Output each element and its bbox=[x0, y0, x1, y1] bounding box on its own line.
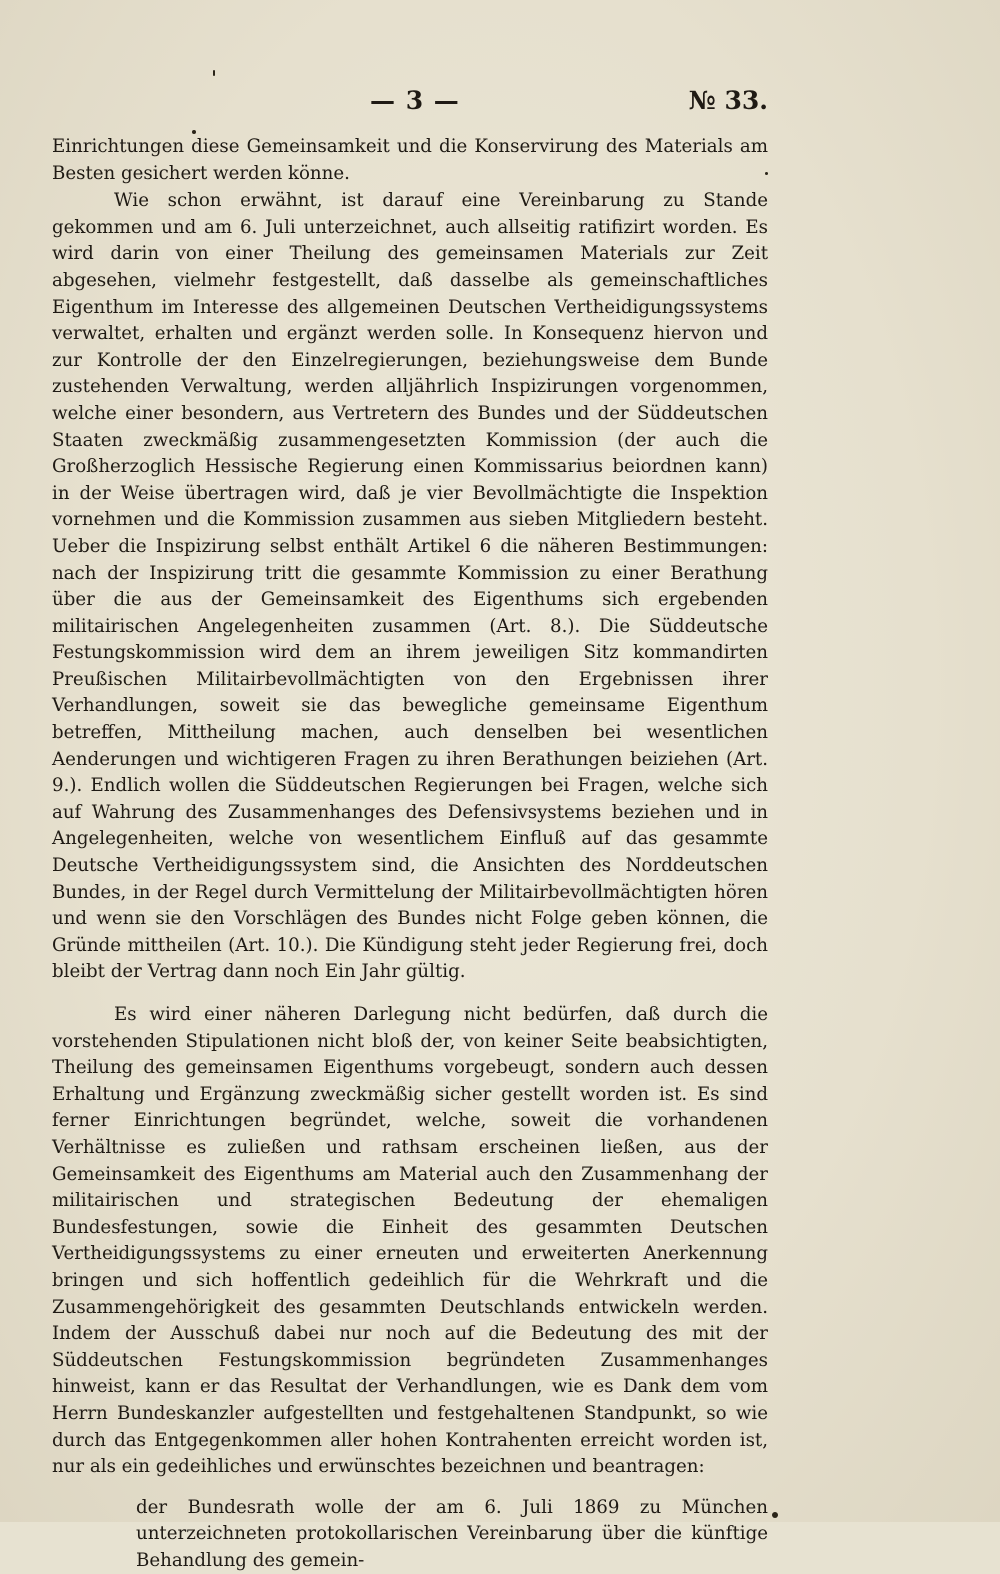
paragraph-motion: der Bundesrath wolle der am 6. Juli 1869 zu München unterzeichneten protokollarischen Vereinbarung über die künftige Behandlung des gemein- bbox=[136, 1496, 768, 1571]
paper-speck bbox=[213, 70, 215, 76]
page-number: — 3 — bbox=[370, 86, 460, 115]
paragraph-agreement: Wie schon erwähnt, ist darauf eine Vereinbarung zu Stande gekommen und am 6. Juli unterzeichnet, auch allseitig ratifizirt worden. Es wird darin von einer Theilung des gemeinsamen Materials zur Zeit abgesehen, vielmehr festgestellt, daß dasselbe als gemeinschaftliches Eigenthum im Interesse des allgemeinen Deutschen Vertheidigungssystems verwaltet, erhalten und ergänzt werden solle. In Konsequenz hiervon und zur Kontrolle der den Einzelregierungen, beziehungsweise dem Bunde zustehenden Verwaltung, werden alljährlich Inspizirungen vorgenommen, welche einer besondern, aus Vertretern des Bundes und der Süddeutschen Staaten zweckmäßig zusammengesetzten Kommission (der auch die Großherzoglich Hessische Regierung einen Kommissarius beiordnen kann) in der Weise übertragen wird, daß je vier Bevollmächtigte die Inspektion vornehmen und die Kommission zusammen aus sieben Mitgliedern besteht. Ueber die Inspizirung selbst enthält Artikel 6 die näheren Bestimmungen: nach der Inspizirung tritt die gesammte Kommission zu einer Berathung über die aus der Gemeinsamkeit des Eigenthums sich ergebenden militairischen Angelegenheiten zusammen (Art. 8.). Die Süddeutsche Festungskommission wird dem an ihrem jeweiligen Sitz kommandirten Preußischen Militairbevollmächtigten von den Ergebnissen ihrer Verhandlungen, soweit sie das bewegliche gemeinsame Eigenthum betreffen, Mittheilung machen, auch denselben bei wesentlichen Aenderungen und wichtigeren Fragen zu ihren Berathungen beiziehen (Art. 9.). Endlich wollen die Süddeutschen Regierungen bei Fragen, welche sich auf Wahrung des Zusammenhanges des Defensivsystems beziehen und in Angelegenheiten, welche von wesentlichem Einfluß auf das gesammte Deutsche Vertheidigungssystem sind, die Ansichten des Norddeutschen Bundes, in der Regel durch Vermittelung der Militairbevollmächtigten hören und wenn sie den Vorschlägen des Bundes nicht Folge geben können, die Gründe mittheilen (Art. 10.). Die Kündigung steht jeder Regierung frei, doch bleibt der Vertrag dann noch Ein Jahr gültig. bbox=[52, 190, 768, 983]
page-header bbox=[52, 86, 768, 122]
paragraph-conclusion: Es wird einer näheren Darlegung nicht bedürfen, daß durch die vorstehenden Stipulationen nicht bloß der, von keiner Seite beabsichtigten, Theilung des gemeinsamen Eigenthums vorgebeugt, sondern auch dessen Erhaltung und Ergänzung zweckmäßig sicher gestellt worden ist. Es sind ferner Einrichtungen begründet, welche, soweit die vorhandenen Verhältnisse es zuließen und rathsam erscheinen ließen, aus der Gemeinsamkeit des Eigenthums am Material auch den Zusammenhang der militairischen und strategischen Bedeutung der ehemaligen Bundesfestungen, sowie die Einheit des gesammten Deutschen Vertheidigungssystems zu einer erneuten und erweiterten Anerkennung bringen und sich hoffentlich gedeihlich für die Wehrkraft und die Zusammengehörigkeit des gesammten Deutschlands entwickeln werden. Indem der Ausschuß dabei nur noch auf die Bedeutung des mit der Süddeutschen Festungskommission begründeten Zusammenhanges hinweist, kann er das Resultat der Verhandlungen, wie es Dank dem vom Herrn Bundeskanzler aufgestellten und festgehaltenen Standpunkt, so wie durch das Entgegenkommen aller hohen Kontrahenten erreicht worden ist, nur als ein gedeihliches und erwünschtes bezeichnen und beantragen: bbox=[52, 1004, 768, 1478]
paper-speck bbox=[192, 130, 196, 134]
paper-speck bbox=[772, 1512, 778, 1518]
paragraph-continuation: Einrichtungen diese Gemeinsamkeit und die Konservirung des Materials am Besten gesichert werden könne. bbox=[52, 136, 768, 184]
body-text bbox=[52, 134, 768, 1574]
document-number: № 33. bbox=[688, 86, 768, 115]
paper-speck bbox=[765, 172, 768, 175]
